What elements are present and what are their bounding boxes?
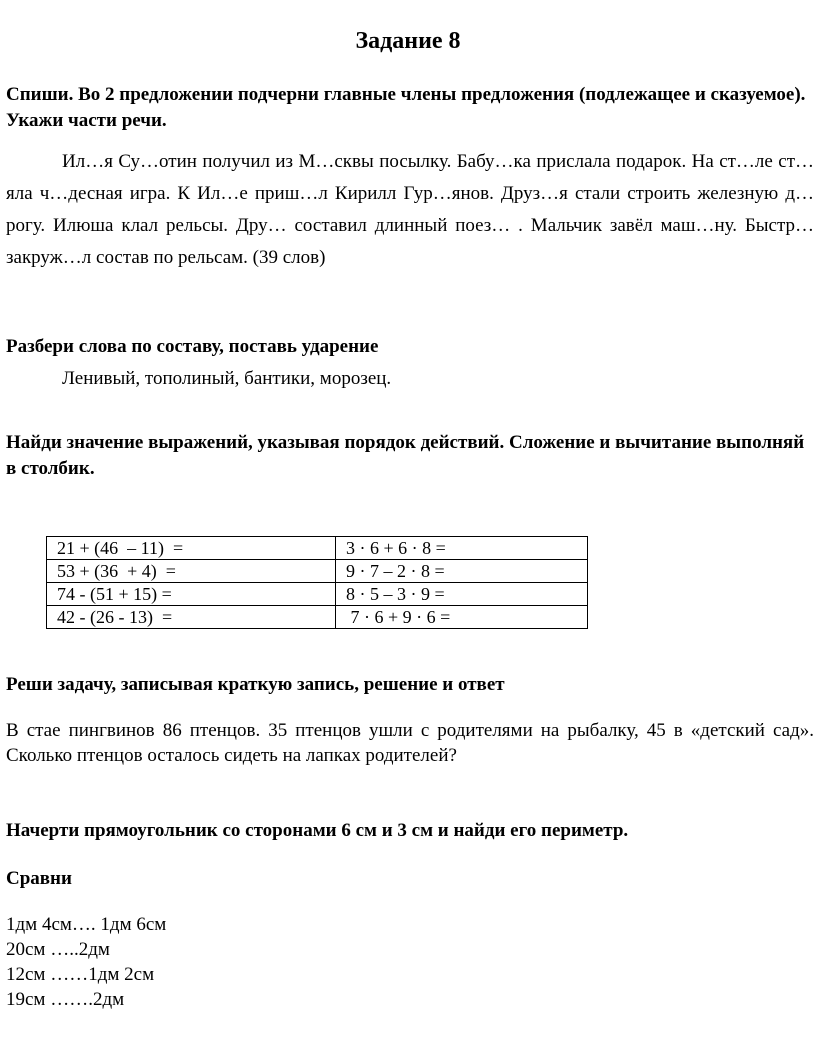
list-item: 19см …….2дм — [6, 989, 125, 1010]
list-item: 12см ……1дм 2см — [6, 964, 155, 985]
task1-text-content: Ил…я Су…отин получил из М…сквы посылку. Бабу…ка прислала подарок. На ст…ле ст…яла ч…десная игра. К Ил…е приш…л Кирилл Гур…янов. Друз…я стали строить железную д…рогу. Илюша клал рельсы. Дру… составил длинный поез… . Мальчик завёл маш…ну. Быстр… закруж…л состав по рельсам. (39 слов) — [6, 151, 814, 268]
expression-cell: 8 · 5 – 3 · 9 = — [336, 583, 588, 606]
list-item: 1дм 4см…. 1дм 6см — [6, 914, 167, 935]
table-row — [47, 537, 588, 560]
compare-list — [6, 912, 166, 1012]
task2-heading: Разбери слова по составу, поставь ударение — [6, 336, 379, 357]
task2-words: Ленивый, тополиный, бантики, морозец. — [62, 368, 392, 389]
page-title: Задание 8 — [355, 28, 461, 54]
task4-text: В стае пингвинов 86 птенцов. 35 птенцов ушли с родителями на рыбалку, 45 в «детский сад». Сколько птенцов осталось сидеть на лапках родителей? — [6, 720, 814, 766]
table-row — [47, 583, 588, 606]
expression-cell: 74 - (51 + 15) = — [47, 583, 336, 606]
table-row — [47, 606, 588, 629]
task1-text — [6, 146, 814, 274]
expression-cell: 42 - (26 - 13) = — [47, 606, 336, 629]
list-item: 20см …..2дм — [6, 939, 110, 960]
expression-cell: 7 · 6 + 9 · 6 = — [336, 606, 588, 629]
expression-cell: 53 + (36 + 4) = — [47, 560, 336, 583]
task5-heading: Начерти прямоугольник со сторонами 6 см и 3 см и найди его периметр. — [6, 820, 629, 841]
table-row — [47, 560, 588, 583]
task6-heading: Сравни — [6, 868, 72, 889]
expressions-table — [46, 536, 588, 629]
expression-cell: 3 · 6 + 6 · 8 = — [336, 537, 588, 560]
expression-cell: 9 · 7 – 2 · 8 = — [336, 560, 588, 583]
task4-heading: Реши задачу, записывая краткую запись, решение и ответ — [6, 674, 505, 695]
task3-heading: Найди значение выражений, указывая порядок действий. Сложение и вычитание выполняй в столбик. — [6, 432, 805, 479]
task1-heading: Спиши. Во 2 предложении подчерни главные члены предложения (подлежащее и сказуемое). Укажи части речи. — [6, 84, 806, 131]
expression-cell: 21 + (46 – 11) = — [47, 537, 336, 560]
